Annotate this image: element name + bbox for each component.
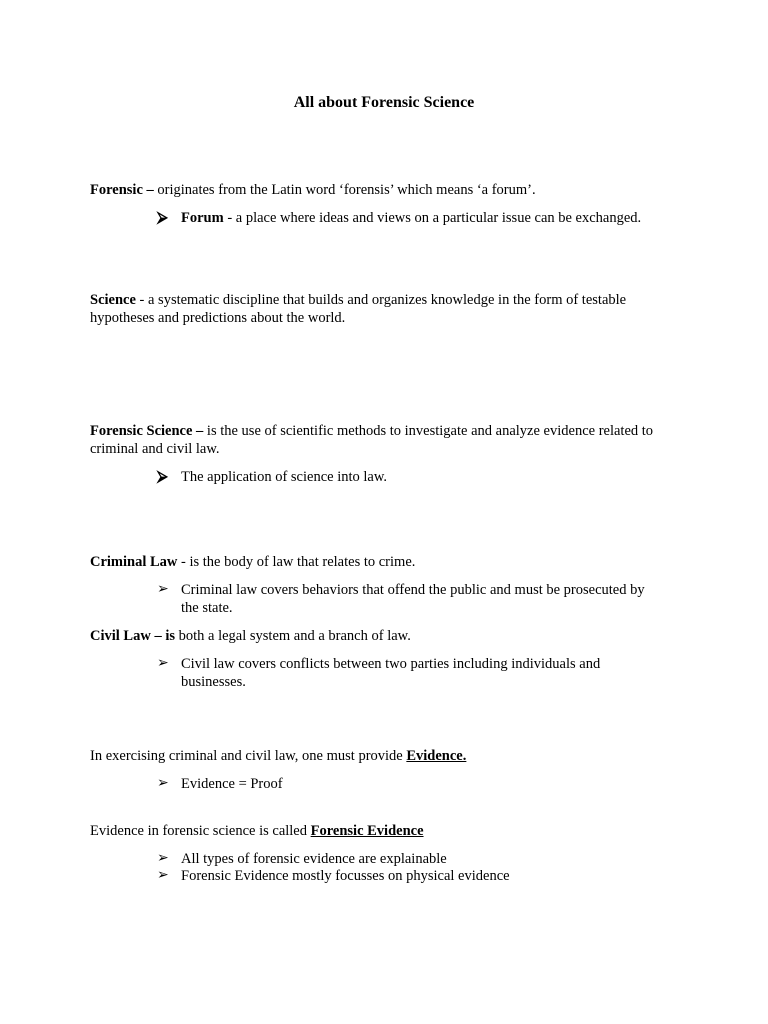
criminal-law-bullet [157, 581, 657, 617]
arrowhead-bullet-icon: ➢ [157, 851, 169, 866]
forensic-evidence-bullet [157, 850, 677, 868]
evidence-lead: In exercising criminal and civil law, one must provide [90, 748, 407, 764]
application-text: The application of science into law. [181, 469, 388, 485]
forensic-science-definition-text: is the use of scientific methods to investigate and analyze evidence related to criminal and civil law. [90, 423, 654, 457]
forum-term: Forum [181, 210, 224, 226]
forum-text: - a place where ideas and views on a particular issue can be exchanged. [223, 210, 642, 226]
forensic-evidence-bullet [157, 867, 677, 885]
evidence-bullet-text: Evidence = Proof [181, 776, 283, 792]
forensic-definition [90, 181, 690, 199]
evidence-bullet [157, 775, 677, 793]
arrowhead-bullet-icon: ➢ [157, 776, 169, 791]
arrow-bullet-icon: ⮚ [157, 210, 168, 226]
forensic-evidence-bullet-text: Forensic Evidence mostly focusses on physical evidence [181, 868, 510, 884]
forensic-evidence-lead: Evidence in forensic science is called [90, 823, 311, 839]
civil-law-definition-text: both a legal system and a branch of law. [175, 628, 411, 644]
criminal-law-definition-text: - is the body of law that relates to crime. [177, 554, 416, 570]
page-title: All about Forensic Science [293, 94, 475, 111]
forum-bullet [157, 209, 677, 227]
arrowhead-bullet-icon: ➢ [157, 656, 169, 671]
arrow-bullet-icon: ⮚ [157, 469, 168, 485]
forensic-science-term: Forensic Science – [90, 423, 204, 439]
arrowhead-bullet-icon: ➢ [157, 582, 169, 597]
civil-law-term: Civil Law – is [90, 628, 175, 644]
forensic-evidence-statement [90, 822, 690, 840]
evidence-statement [90, 747, 690, 765]
criminal-law-term: Criminal Law [90, 554, 178, 570]
forensic-term: Forensic – [90, 182, 154, 198]
criminal-law-definition [90, 553, 690, 571]
science-definition [90, 291, 675, 327]
forensic-science-definition [90, 422, 690, 458]
arrowhead-bullet-icon: ➢ [157, 868, 169, 883]
science-definition-text: - a systematic discipline that builds and organizes knowledge in the form of testable hypotheses and predictions about the world. [90, 292, 627, 326]
civil-law-bullet [157, 655, 637, 691]
forensic-evidence-bullet-text: All types of forensic evidence are explainable [181, 851, 447, 867]
civil-law-definition [90, 627, 690, 645]
criminal-law-bullet-text: Criminal law covers behaviors that offend the public and must be prosecuted by the state. [181, 582, 645, 616]
application-bullet [157, 468, 677, 486]
evidence-term: Evidence. [406, 748, 467, 764]
forensic-evidence-term: Forensic Evidence [310, 823, 424, 839]
forensic-definition-text: originates from the Latin word ‘forensis’ which means ‘a forum’. [153, 182, 536, 198]
civil-law-bullet-text: Civil law covers conflicts between two parties including individuals and businesses. [181, 656, 601, 690]
science-term: Science [90, 292, 136, 308]
